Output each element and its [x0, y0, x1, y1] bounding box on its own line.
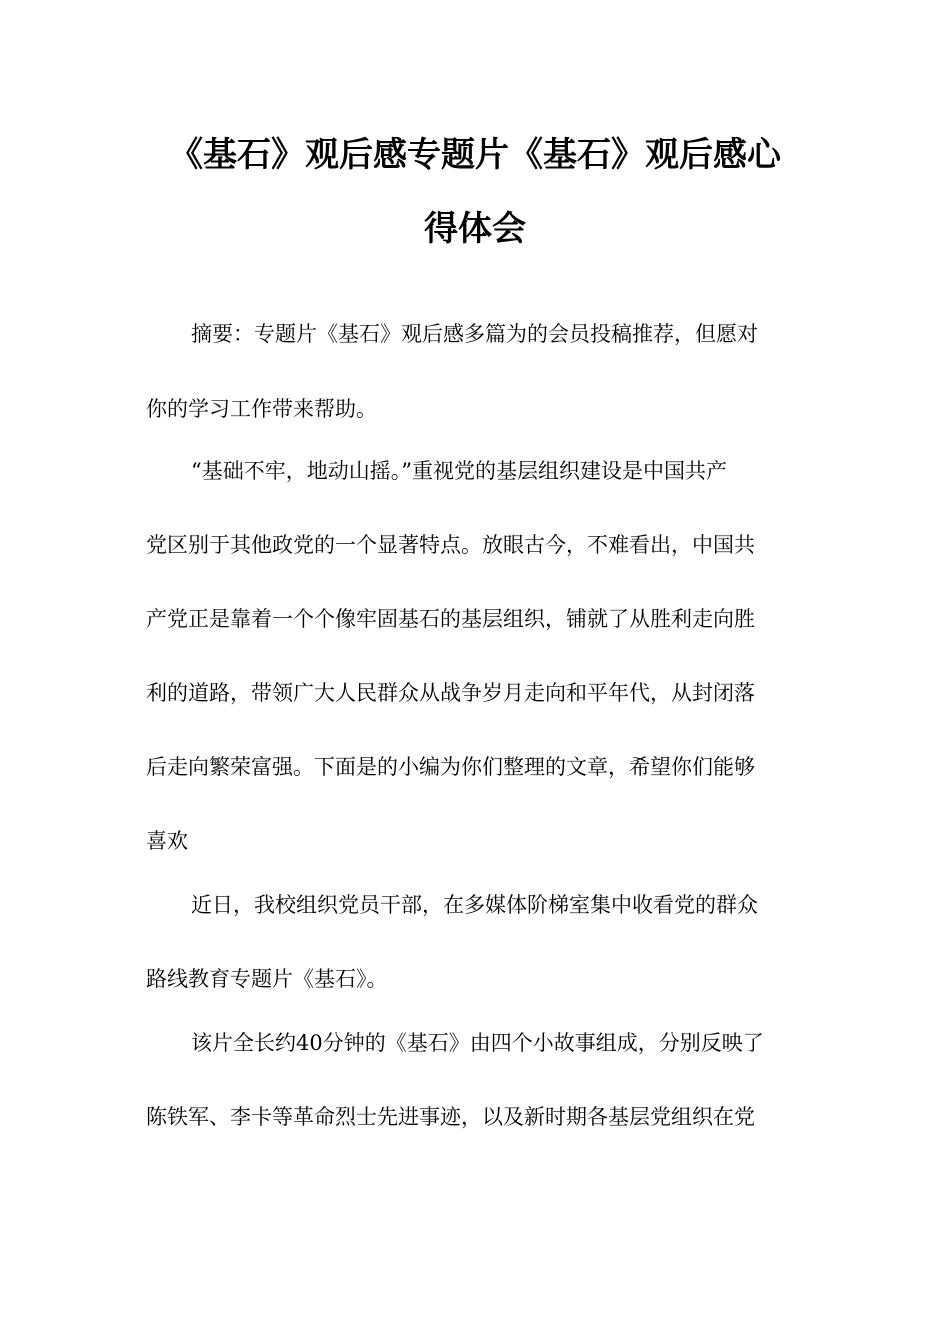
paragraph-1-line-5: 后走向繁荣富强。下面是的小编为你们整理的文章，希望你们能够 — [146, 755, 755, 779]
abstract-line-1: 摘要：专题片《基石》观后感多篇为的会员投稿推荐，但愿对 — [191, 322, 758, 346]
paragraph-1-line-1: “基础不牢，地动山摇。”重视党的基层组织建设是中国共产 — [191, 459, 727, 483]
paragraph-3-line-2: 陈铁军、李卡等革命烈士先进事迹，以及新时期各基层党组织在党 — [146, 1105, 755, 1129]
paragraph-1-line-2: 党区别于其他政党的一个显著特点。放眼古今，不难看出，中国共 — [146, 533, 755, 557]
paragraph-3-line-1: 该片全长约40分钟的《基石》由四个小故事组成，分别反映了 — [191, 1031, 764, 1055]
document-title-line-1: 《基石》观后感专题片《基石》观后感心 — [169, 135, 781, 175]
paragraph-1-line-3: 产党正是靠着一个个像牢固基石的基层组织，铺就了从胜利走向胜 — [146, 607, 755, 631]
document-title-line-2: 得体会 — [424, 209, 526, 249]
abstract-line-2: 你的学习工作带来帮助。 — [146, 397, 377, 421]
paragraph-2-line-1: 近日，我校组织党员干部，在多媒体阶梯室集中收看党的群众 — [191, 893, 758, 917]
paragraph-1-line-4: 利的道路，带领广大人民群众从战争岁月走向和平年代，从封闭落 — [146, 681, 755, 705]
paragraph-2-line-2: 路线教育专题片《基石》。 — [146, 967, 388, 991]
paragraph-1-line-6: 喜欢 — [146, 829, 188, 853]
